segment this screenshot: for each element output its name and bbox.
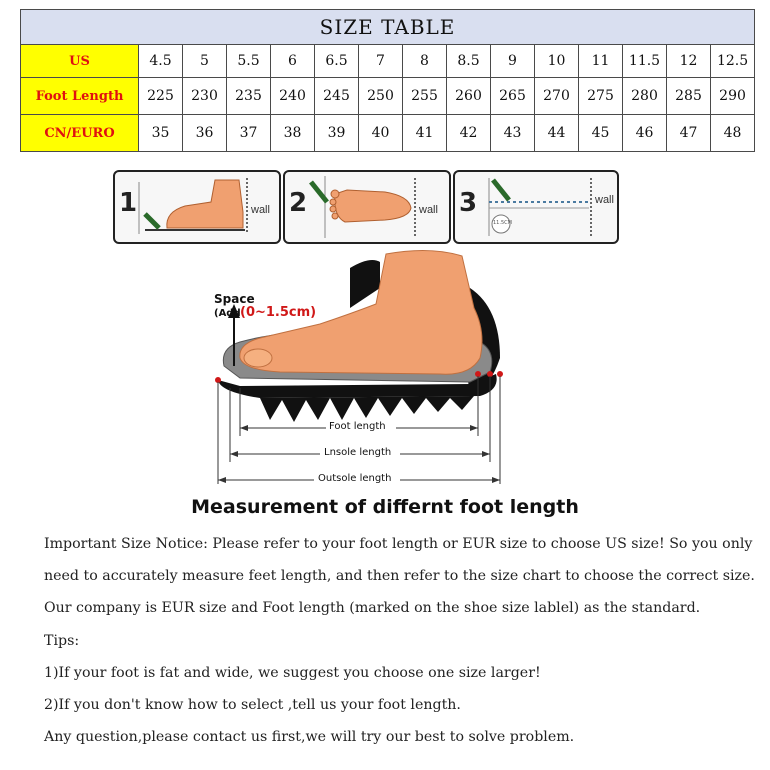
measurement-title: Measurement of differnt foot length [191,496,579,518]
table-cell: 6.5 [315,45,359,78]
table-cell: 270 [535,78,579,115]
add-value: (0~1.5cm) [240,305,317,320]
size-table [20,9,755,152]
step-2-panel [283,170,451,244]
table-cell: 290 [711,78,755,115]
table-cell: 230 [183,78,227,115]
step-number: 3 [459,188,478,218]
wall-label: wall [419,204,438,216]
tip-line: 2)If you don't know how to select ,tell us your foot length. [44,696,461,713]
table-cell: 44 [535,115,579,152]
table-cell: 265 [491,78,535,115]
row-label-foot-length: Foot Length [21,78,139,115]
step-number: 2 [289,188,308,218]
table-cell: 250 [359,78,403,115]
table-cell: 255 [403,78,447,115]
table-cell: 285 [667,78,711,115]
measure-steps [113,170,619,242]
row-label-us: US [21,45,139,78]
table-cell: 9 [491,45,535,78]
table-cell: 47 [667,115,711,152]
size-notice [44,532,754,757]
table-cell: 35 [139,115,183,152]
table-cell: 8 [403,45,447,78]
table-cell: 275 [579,78,623,115]
notice-line: Important Size Notice: Please refer to your foot length or EUR size to choose US size! So you only [44,536,753,552]
table-cell: 46 [623,115,667,152]
notice-line: Our company is EUR size and Foot length (marked on the shoe size lablel) as the standard. [44,600,701,617]
size-table-title: SIZE TABLE [21,10,755,45]
table-cell: 37 [227,115,271,152]
table-cell: 235 [227,78,271,115]
table-row-us [21,45,755,78]
table-cell: 41 [403,115,447,152]
step-1-panel [113,170,281,244]
table-cell: 280 [623,78,667,115]
table-cell: 39 [315,115,359,152]
tips-heading: Tips: [44,632,80,649]
table-cell: 245 [315,78,359,115]
shoe-measurement-diagram [200,248,520,498]
table-cell: 48 [711,115,755,152]
table-cell: 11.5 [623,45,667,78]
table-cell: 12 [667,45,711,78]
table-cell: 4.5 [139,45,183,78]
shoe-foot-illustration [200,248,520,498]
table-cell: 45 [579,115,623,152]
ruler-value: 11.5CM [493,220,512,226]
ruler-measure-icon [455,172,617,242]
step-number: 1 [119,188,138,218]
space-label: Space [214,292,255,306]
foot-length-label: Foot length [329,421,386,432]
table-cell: 8.5 [447,45,491,78]
table-cell: 240 [271,78,315,115]
table-cell: 38 [271,115,315,152]
table-cell: 5.5 [227,45,271,78]
table-row-cn-euro [21,115,755,152]
contact-line: Any question,please contact us first,we will try our best to solve problem. [44,729,575,746]
step-3-panel [453,170,619,244]
insole-length-label: Lnsole length [324,447,392,458]
table-cell: 10 [535,45,579,78]
table-row-foot-length [21,78,755,115]
table-cell: 11 [579,45,623,78]
table-cell: 7 [359,45,403,78]
outsole-length-label: Outsole length [318,473,392,484]
notice-line: need to accurately measure feet length, and then refer to the size chart to choose the correct size. [44,568,755,585]
wall-label: wall [595,194,614,206]
table-cell: 6 [271,45,315,78]
table-cell: 42 [447,115,491,152]
table-cell: 260 [447,78,491,115]
add-prefix: (Add [214,308,241,319]
table-cell: 40 [359,115,403,152]
table-cell: 5 [183,45,227,78]
table-cell: 225 [139,78,183,115]
table-cell: 12.5 [711,45,755,78]
table-cell: 43 [491,115,535,152]
table-cell: 36 [183,115,227,152]
row-label-cn-euro: CN/EURO [21,115,139,152]
wall-label: wall [251,204,270,216]
tip-line: 1)If your foot is fat and wide, we suggest you choose one size larger! [44,664,541,681]
